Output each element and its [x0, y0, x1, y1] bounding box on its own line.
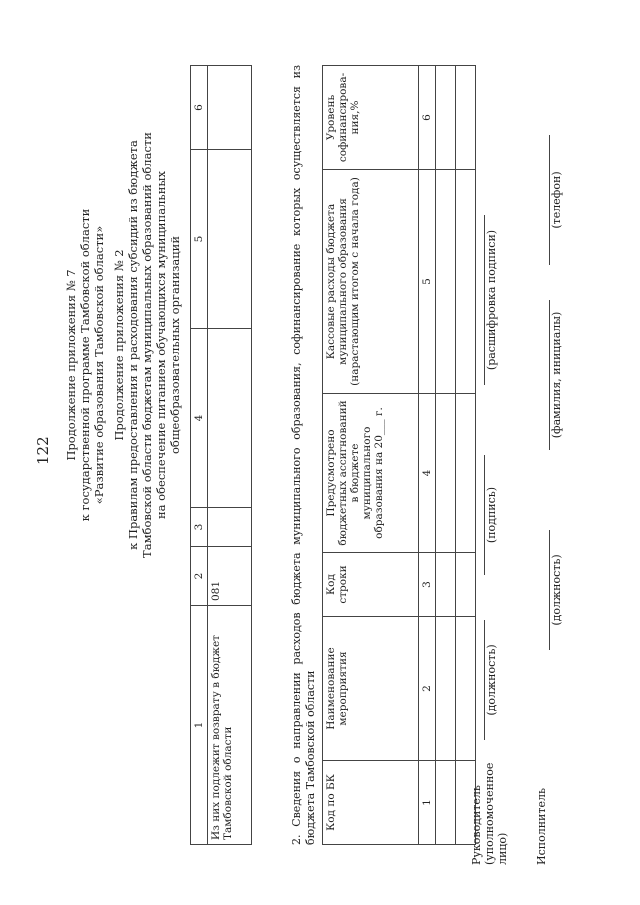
table-header-cell: 5	[191, 150, 208, 329]
table-header-cell: Предусмотрено бюджетных ассигнований в бюджете муниципального образования на 20___ г.	[323, 394, 419, 553]
column-number: 4	[419, 394, 436, 553]
table-cell	[208, 329, 252, 508]
header-line: «Развитие образования Тамбовской области»	[92, 225, 106, 505]
head-label: Руководитель (уполномоченное лицо)	[470, 762, 509, 865]
cofinancing-table	[322, 65, 476, 845]
table-cell	[436, 617, 456, 761]
table-cell	[436, 66, 456, 170]
return-table	[190, 65, 252, 845]
table-cell	[436, 553, 456, 617]
header-line: Продолжение приложения № 7	[64, 269, 78, 461]
table-header-cell: 2	[191, 547, 208, 606]
executor-label: Исполнитель	[535, 788, 548, 865]
table-cell: Из них подлежит возврату в бюджет Тамбовской области	[208, 606, 252, 845]
section-2-title: 2. Сведения о направлении расходов бюджета муниципального образования, софинансирование которых осуществляется из бюджета Тамбовской области	[290, 65, 317, 845]
table-cell	[208, 150, 252, 329]
table-header-cell: Код по БК	[323, 761, 419, 845]
header-line: общеобразовательных организаций	[168, 236, 182, 454]
table-cell	[436, 761, 456, 845]
field-caption: (телефон)	[550, 171, 563, 229]
column-number: 6	[419, 66, 436, 170]
field-caption: (подпись)	[485, 486, 498, 544]
table-header-cell: 6	[191, 66, 208, 150]
table-header-cell: 4	[191, 329, 208, 508]
column-number: 5	[419, 170, 436, 394]
head-decoding-field	[470, 215, 498, 385]
table-cell	[208, 66, 252, 150]
table-header-cell: 1	[191, 606, 208, 845]
column-number: 2	[419, 617, 436, 761]
head-position-field	[470, 620, 498, 740]
executor-phone-field	[535, 135, 563, 265]
header-line: к Правилам предоставления и расходования субсидий из бюджета	[126, 140, 140, 550]
table-cell	[208, 508, 252, 547]
rules-header	[112, 115, 182, 575]
executor-name-field	[535, 300, 563, 450]
column-number: 1	[419, 761, 436, 845]
header-line: Тамбовской области бюджетам муниципальных образований области	[140, 132, 154, 558]
table-cell	[456, 66, 476, 170]
table-header-cell: Наименование мероприятия	[323, 617, 419, 761]
field-caption: (фамилия, инициалы)	[550, 311, 563, 439]
table-header-cell: Уровень софинансирова-ния,%	[323, 66, 419, 170]
field-caption: (расшифровка подписи)	[485, 229, 498, 371]
table-cell: 081	[208, 547, 252, 606]
head-signature-field	[470, 455, 498, 575]
table-header-cell: Кассовые расходы бюджета муниципального образования (нарастающим итогом с начала года)	[323, 170, 419, 394]
field-caption: (должность)	[550, 554, 563, 626]
header-line: Продолжение приложения № 2	[112, 249, 126, 441]
table-header-cell: 3	[191, 508, 208, 547]
table-cell	[436, 394, 456, 553]
header-line: на обеспечение питанием обучающихся муниципальных	[154, 171, 168, 519]
header-line: к государственной программе Тамбовской области	[78, 208, 92, 522]
table-header-cell: Код строки	[323, 553, 419, 617]
column-number: 3	[419, 553, 436, 617]
appendix-header	[64, 155, 106, 575]
table-cell	[436, 170, 456, 394]
field-caption: (должность)	[485, 644, 498, 716]
executor-position-field	[535, 530, 563, 650]
page-number: 122	[34, 436, 52, 465]
